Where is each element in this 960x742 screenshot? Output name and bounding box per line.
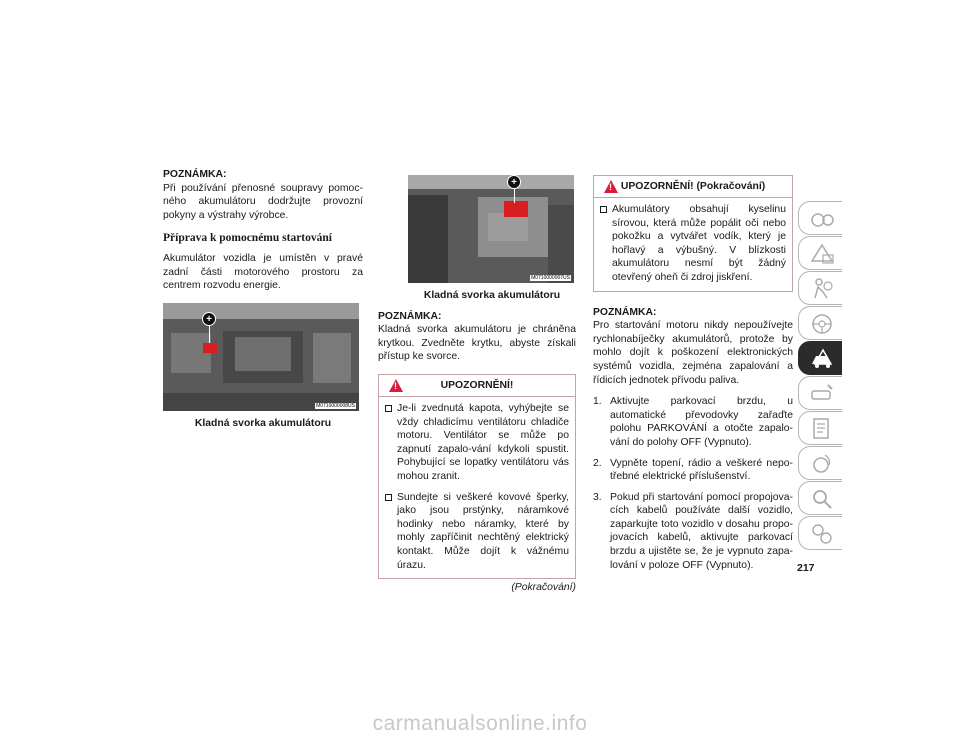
list-item: 3. Pokud při startování pomocí propojova-cích kabelů používáte další vozidlo, zaparkujte toto vozidlo v dosahu propo-jovacích kabelů, aktivujte parkovací brzdu a ujistěte se, že je vypnuto zapa-lování v poloze OFF (Vypnuto). (593, 491, 793, 571)
tab-language[interactable] (798, 516, 842, 550)
warning-item: Akumulátory obsahují kyselinu sírovou, která může popálit oči nebo pokožku a vytvářet vodík, který je hořlavý a výbušný. V blízkosti akumulátoru nesmí být žádný otevřený oheň či zdroj jiskření. (600, 203, 786, 285)
photo-code: M0710000007US (531, 275, 570, 281)
checkbox-bullet-icon (600, 206, 607, 213)
photo-code: M0710000008US (316, 402, 355, 409)
note-text: Při používání přenosné soupravy pomoc-ného akumulátoru dodržujte provozní pokyny a výstrahy výrobce. (163, 182, 363, 221)
note-title: POZNÁMKA: (163, 169, 227, 180)
list-item: 1. Aktivujte parkovací brzdu, u automatické převodovky zařaďte polohu PARKOVÁNÍ a otočte zapalo-vání do polohy OFF (Vypnuto). (593, 396, 793, 448)
dashboard-icon (809, 206, 835, 232)
tab-steering[interactable] (798, 306, 842, 340)
section-title: Příprava k pomocnému startování (163, 232, 332, 245)
footer-watermark[interactable]: carmanualsonline.info (372, 712, 588, 735)
checkbox-bullet-icon (385, 494, 392, 501)
photo-caption: Kladná svorka akumulátoru (423, 290, 561, 301)
warning-box-continued (593, 175, 793, 292)
tab-airbag[interactable] (798, 271, 842, 305)
list-item: 2. Vypněte topení, rádio a veškeré nepo-třebné elektrické příslušenství. (593, 457, 793, 483)
tab-dashboard[interactable] (798, 201, 842, 235)
warning-triangle-icon (604, 180, 618, 193)
chapter-tabs (798, 201, 842, 551)
battery-photo-1 (163, 303, 359, 411)
tab-search[interactable] (798, 481, 842, 515)
airbag-icon (809, 276, 835, 302)
warning-lights-icon (809, 241, 835, 267)
column-2 (378, 175, 576, 595)
checkbox-bullet-icon (385, 405, 392, 412)
battery-photo-2 (408, 175, 574, 283)
search-icon (809, 486, 835, 512)
warning-title: UPOZORNĚNÍ! (Pokračování) (620, 181, 766, 192)
note-title: POZNÁMKA: (593, 306, 657, 318)
warning-triangle-icon (389, 379, 403, 392)
note-text: Pro startování motoru nikdy nepoužívejte rychlonabíječky akumulátorů, protože by mohlo dojít k poškození elektronických systémů vozidla, zejména zapalování a řídicích jednotek přívodu paliva. (593, 320, 793, 386)
tab-multimedia[interactable] (798, 446, 842, 480)
battery-terminal-marker (504, 201, 528, 217)
warning-header (379, 375, 575, 397)
battery-terminal-marker (203, 343, 217, 353)
note-title: POZNÁMKA: (378, 310, 442, 322)
steering-wheel-icon (809, 311, 835, 337)
multimedia-icon (809, 451, 835, 477)
continued-label: (Pokračování) (511, 582, 576, 594)
warning-item: Je-li zvednutá kapota, vyhýbejte se vždy chladicímu ventilátoru chladiče motoru. Ventilátor se může po zapnutí zapalo-vání kdykoli spustit. Pohybující se lopatky ventilátoru vás mohou zranit. (385, 402, 569, 484)
tab-warning-lights[interactable] (798, 236, 842, 270)
plus-icon: + (202, 312, 216, 326)
tab-car-service[interactable] (798, 376, 842, 410)
column-1 (163, 168, 363, 430)
warning-box (378, 374, 576, 579)
section-text: Akumulátor vozidla je umístěn v pravé zadní části motorového prostoru za centrem rozvodu energie. (163, 252, 363, 292)
language-icon (809, 521, 835, 547)
warning-title: UPOZORNĚNÍ! (440, 379, 514, 391)
tab-specifications[interactable] (798, 411, 842, 445)
warning-item: Sundejte si veškeré kovové šperky, jako jsou prstýnky, náramkové hodinky nebo náramky, které by mohly zapříčinit nechtěný elektrický kontakt. Může dojít k vážnému úrazu. (385, 491, 569, 573)
car-service-icon (809, 381, 835, 407)
specifications-icon (809, 416, 835, 442)
column-3 (593, 175, 793, 579)
note-text: Kladná svorka akumulátoru je chráněna krytkou. Zvedněte krytku, abyste získali přístup ke svorce. (378, 324, 576, 363)
steps-list (593, 395, 793, 572)
plus-icon: + (507, 175, 521, 189)
page-number: 217 (797, 562, 815, 574)
photo-caption: Kladná svorka akumulátoru (194, 417, 332, 429)
tab-roadside-emergency[interactable] (798, 341, 842, 375)
warning-header (594, 176, 792, 198)
roadside-emergency-icon (809, 346, 835, 372)
